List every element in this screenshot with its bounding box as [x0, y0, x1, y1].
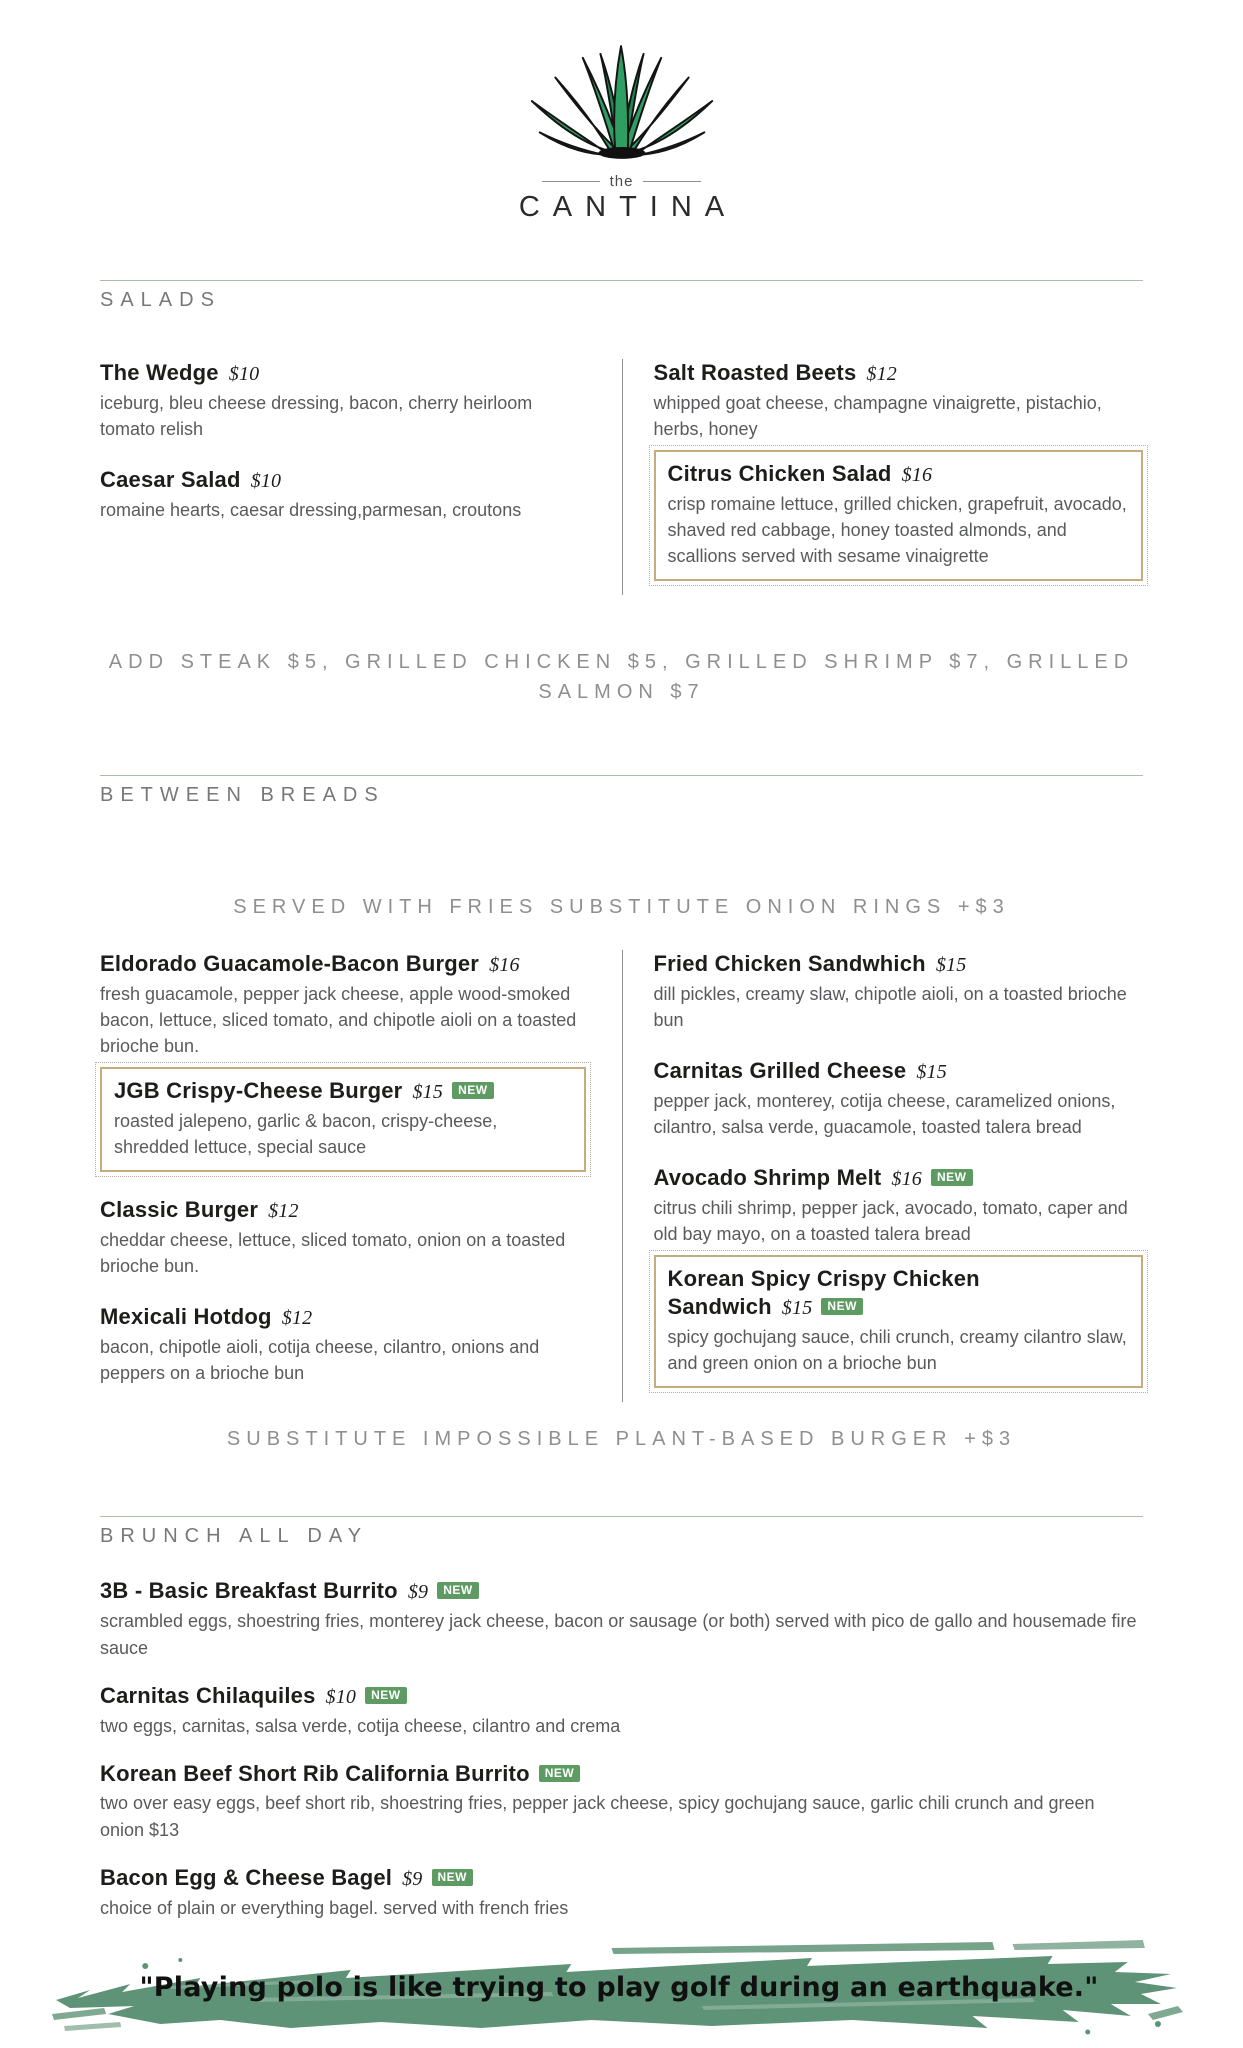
section-title-salads: SALADS: [100, 289, 221, 311]
item-price: $9: [402, 1868, 423, 1890]
menu-item: [100, 1760, 1143, 1844]
item-price: $16: [901, 464, 933, 486]
item-description: pepper jack, monterey, cotija cheese, caramelized onions, cilantro, salsa verde, guacamole, toasted talera bread: [653, 1091, 1116, 1137]
section-title-between-breads: BETWEEN BREADS: [100, 784, 385, 806]
item-name: Korean Beef Short Rib California Burrito NEW: [100, 1760, 1143, 1788]
item-price: $9: [407, 1581, 429, 1603]
new-badge: NEW: [452, 1082, 494, 1099]
section-divider: [100, 775, 1143, 776]
new-badge: NEW: [539, 1765, 581, 1782]
item-description: citrus chili shrimp, pepper jack, avocado, tomato, caper and old bay mayo, on a toasted talera bread: [653, 1198, 1128, 1244]
item-name: Korean Spicy Crispy Chicken Sandwich $15 NEW: [667, 1266, 980, 1319]
item-name: Mexicali Hotdog $12: [100, 1304, 313, 1329]
item-name: Salt Roasted Beets $12: [653, 360, 897, 385]
item-price: $16: [489, 954, 520, 976]
salads-column-right: [622, 359, 1144, 595]
item-name: The Wedge $10: [100, 360, 260, 385]
section-between-breads: [100, 775, 1143, 1454]
item-price: $10: [250, 470, 282, 492]
logo-left-rule: [542, 181, 600, 182]
item-description: bacon, chipotle aioli, cotija cheese, cilantro, onions and peppers on a brioche bun: [100, 1337, 540, 1383]
menu-item: [100, 1067, 586, 1172]
item-price: $12: [281, 1307, 313, 1329]
menu-item: [100, 950, 586, 1059]
new-badge: NEW: [365, 1687, 407, 1704]
item-price: $16: [891, 1168, 923, 1190]
fries-substitute-note: SERVED WITH FRIES SUBSTITUTE ONION RINGS +$3: [233, 896, 1010, 918]
item-name: Caesar Salad $10: [100, 467, 282, 492]
logo-right-rule: [643, 181, 701, 182]
item-description: dill pickles, creamy slaw, chipotle aioli, on a toasted brioche bun: [653, 984, 1127, 1030]
impossible-substitute-note: SUBSTITUTE IMPOSSIBLE PLANT-BASED BURGER +$3: [226, 1428, 1017, 1450]
menu-item: [654, 1164, 1144, 1247]
item-name: Carnitas Chilaquiles $10 NEW: [100, 1682, 1143, 1711]
menu-item: [100, 1682, 1143, 1740]
item-price: $15: [916, 1061, 947, 1083]
menu-item: [654, 450, 1144, 581]
item-name: 3B - Basic Breakfast Burrito $9 NEW: [100, 1577, 1143, 1606]
item-price: $15: [412, 1081, 444, 1103]
item-name: Carnitas Grilled Cheese $15: [653, 1058, 947, 1083]
restaurant-name: CANTINA: [518, 191, 738, 223]
item-name: Avocado Shrimp Melt $16 NEW: [654, 1164, 1144, 1193]
breads-column-right: [622, 950, 1144, 1402]
salads-column-left: [100, 359, 622, 595]
item-description: romaine hearts, caesar dressing,parmesan, croutons: [100, 500, 522, 520]
item-description: fresh guacamole, pepper jack cheese, apple wood-smoked bacon, lettuce, sliced tomato, and chipotle aioli on a toasted brioche bun.: [100, 984, 577, 1056]
item-description: two eggs, carnitas, salsa verde, cotija cheese, cilantro and crema: [100, 1716, 621, 1736]
menu-item: [654, 1057, 1144, 1140]
item-price: $10: [228, 363, 260, 385]
item-name: Citrus Chicken Salad $16: [667, 461, 933, 486]
item-description: spicy gochujang sauce, chili crunch, creamy cilantro slaw, and green onion on a brioche bun: [667, 1327, 1127, 1373]
menu-item: [100, 1303, 586, 1386]
add-ons-note: ADD STEAK $5, GRILLED CHICKEN $5, GRILLED SHRIMP $7, GRILLED SALMON $7: [108, 651, 1135, 703]
item-name: Bacon Egg & Cheese Bagel $9 NEW: [100, 1864, 1143, 1893]
brunch-list: [100, 1577, 1143, 1922]
restaurant-logo: [0, 0, 1243, 224]
item-name: Fried Chicken Sandwhich $15: [653, 951, 967, 976]
item-price: $12: [268, 1200, 299, 1222]
item-description: whipped goat cheese, champagne vinaigrette, pistachio, herbs, honey: [653, 393, 1102, 439]
new-badge: NEW: [931, 1169, 973, 1186]
item-description: iceburg, bleu cheese dressing, bacon, cherry heirloom tomato relish: [100, 393, 533, 439]
item-name: JGB Crispy-Cheese Burger $15 NEW: [114, 1077, 572, 1106]
new-badge: NEW: [821, 1298, 863, 1315]
breads-column-left: [100, 950, 622, 1402]
menu-item: [100, 1864, 1143, 1922]
new-badge: NEW: [437, 1582, 479, 1599]
item-description: cheddar cheese, lettuce, sliced tomato, onion on a toasted brioche bun.: [100, 1230, 566, 1276]
menu-item: [654, 1255, 1144, 1388]
new-badge: NEW: [432, 1869, 474, 1886]
menu-item: [100, 1577, 1143, 1662]
menu-item: [654, 950, 1144, 1033]
agave-plant-icon: [524, 30, 720, 172]
footer-quote: "Playing polo is like trying to play golf during an earthquake.": [139, 1971, 1099, 2003]
quote-footer: [50, 1936, 1188, 2040]
item-description: two over easy eggs, beef short rib, shoestring fries, pepper jack cheese, spicy gochujang sauce, garlic chili crunch and green onion $13: [100, 1793, 1095, 1840]
section-brunch: [100, 1516, 1143, 1922]
item-description: roasted jalepeno, garlic & bacon, crispy-cheese, shredded lettuce, special sauce: [114, 1111, 498, 1157]
menu-item: [654, 359, 1144, 442]
section-divider: [100, 1516, 1143, 1517]
item-name: Eldorado Guacamole-Bacon Burger $16: [100, 951, 520, 976]
item-name: Classic Burger $12: [100, 1197, 299, 1222]
menu-item: [100, 359, 586, 442]
item-description: scrambled eggs, shoestring fries, monterey jack cheese, bacon or sausage (or both) served with pico de gallo and housemade fire sauce: [100, 1611, 1137, 1658]
section-title-brunch: BRUNCH ALL DAY: [100, 1525, 369, 1547]
section-salads: [100, 280, 1143, 595]
item-price: $15: [935, 954, 967, 976]
section-divider: [100, 280, 1143, 281]
logo-the-word: the: [609, 172, 634, 190]
menu-item: [100, 1196, 586, 1279]
item-price: $15: [781, 1297, 813, 1319]
item-description: crisp romaine lettuce, grilled chicken, grapefruit, avocado, shaved red cabbage, honey toasted almonds, and scallions served with sesame vinaigrette: [667, 494, 1127, 566]
item-description: choice of plain or everything bagel. served with french fries: [100, 1898, 569, 1918]
item-price: $10: [325, 1686, 357, 1708]
item-price: $12: [866, 363, 897, 385]
logo-the-row: [0, 172, 1243, 190]
menu-item: [100, 466, 586, 523]
